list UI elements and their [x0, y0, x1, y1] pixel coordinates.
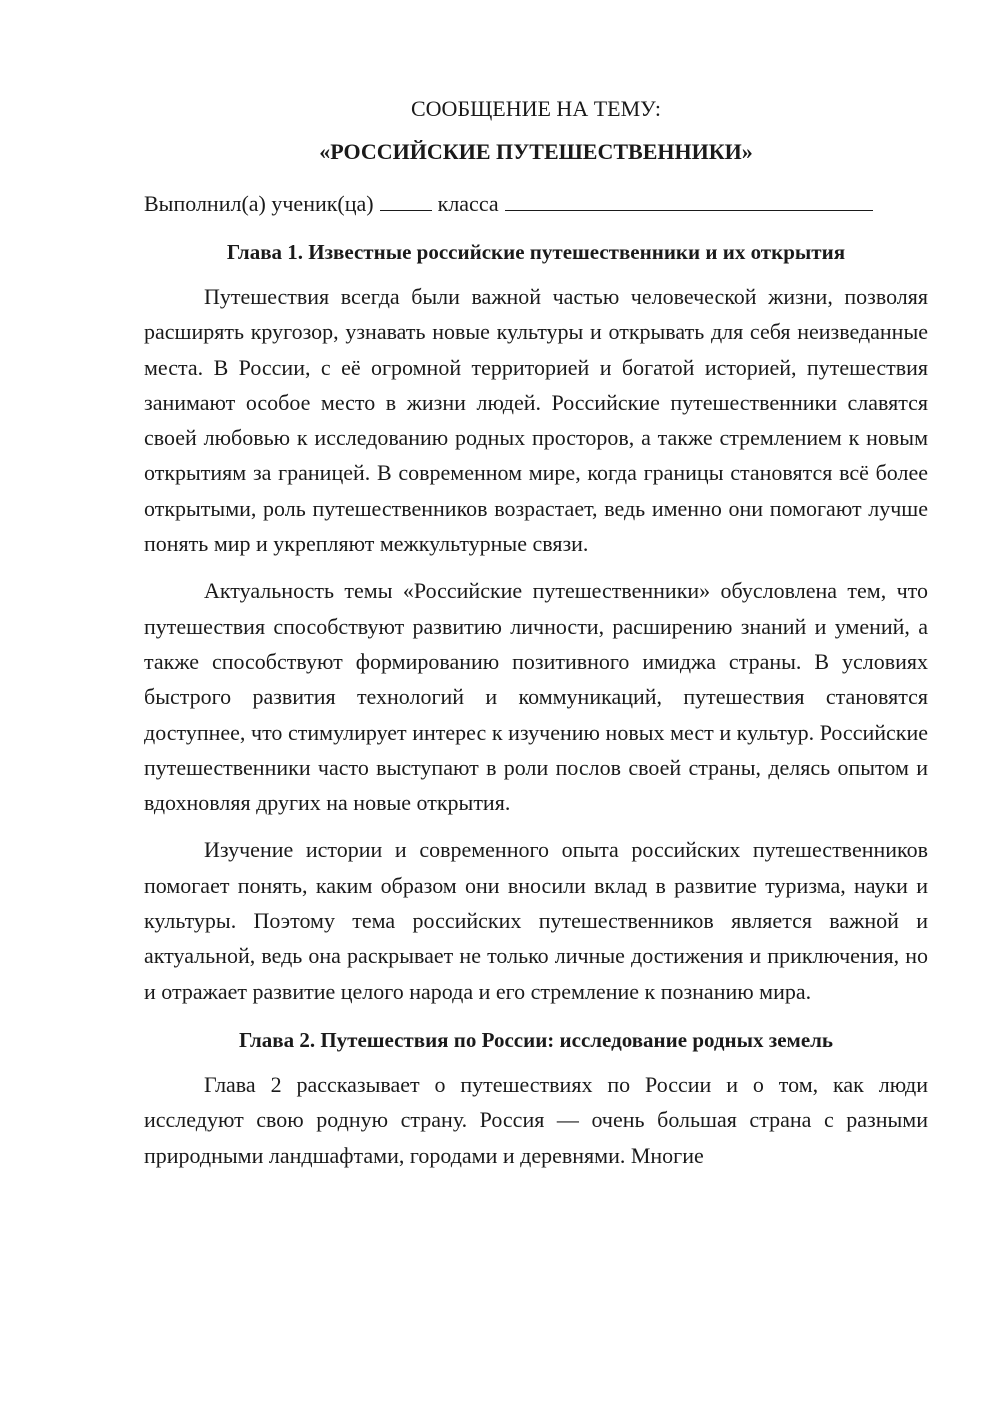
chapter-2-paragraph-1: Глава 2 рассказывает о путешествиях по России и о том, как люди исследуют свою родную страну. Россия — очень большая страна с разными природными ландшафтами, городами и деревнями. Многие [144, 1071, 928, 1168]
chapter-1-paragraph-1: Путешествия всегда были важной частью человеческой жизни, позволяя расширять кругозор, узнавать новые культуры и открывать для себя неизведанные места. В России, с её огромной территорией и богатой историей, путешествия занимают особое место в жизни людей. Российские путешественники славятся своей любовью к исследованию родных просторов, а также стремлением к новым открытиям за границей. В современном мире, когда границы становятся всё более открытыми, роль путешественников возрастает, ведь именно они помогают лучше понять мир и укрепляют межкультурные связи. [144, 284, 928, 557]
document-page [144, 92, 928, 1173]
document-subtitle: «РОССИЙСКИЕ ПУТЕШЕСТВЕННИКИ» [319, 139, 753, 164]
chapter-1-paragraph-3: Изучение истории и современного опыта российских путешественников помогает понять, каким образом они вносили вклад в развитие туризма, науки и культуры. Поэтому тема российских путешественников является важной и актуальной, ведь она раскрывает не только личные достижения и приключения, но и отражает развитие целого народа и его стремление к познанию мира. [144, 837, 928, 1004]
author-line [144, 187, 928, 221]
grade-blank [380, 188, 432, 211]
chapter-1-heading: Глава 1. Известные российские путешественники и их открытия [226, 240, 846, 264]
chapter-1-paragraph-2: Актуальность темы «Российские путешественники» обусловлена тем, что путешествия способствуют развитию личности, расширению знаний и умений, а также способствуют формированию позитивного имиджа страны. В условиях быстрого развития технологий и коммуникаций, путешествия становятся доступнее, что стимулирует интерес к изучению новых мест и культур. Российские путешественники часто выступают в роли послов своей страны, делясь опытом и вдохновляя других на новые открытия. [144, 578, 928, 816]
document-title: СООБЩЕНИЕ НА ТЕМУ: [411, 96, 661, 121]
author-line-prefix: Выполнил(а) ученик(ца) [144, 191, 374, 216]
name-blank [505, 188, 873, 211]
author-line-middle: класса [437, 191, 499, 216]
chapter-2-heading: Глава 2. Путешествия по России: исследование родных земель [238, 1027, 834, 1052]
